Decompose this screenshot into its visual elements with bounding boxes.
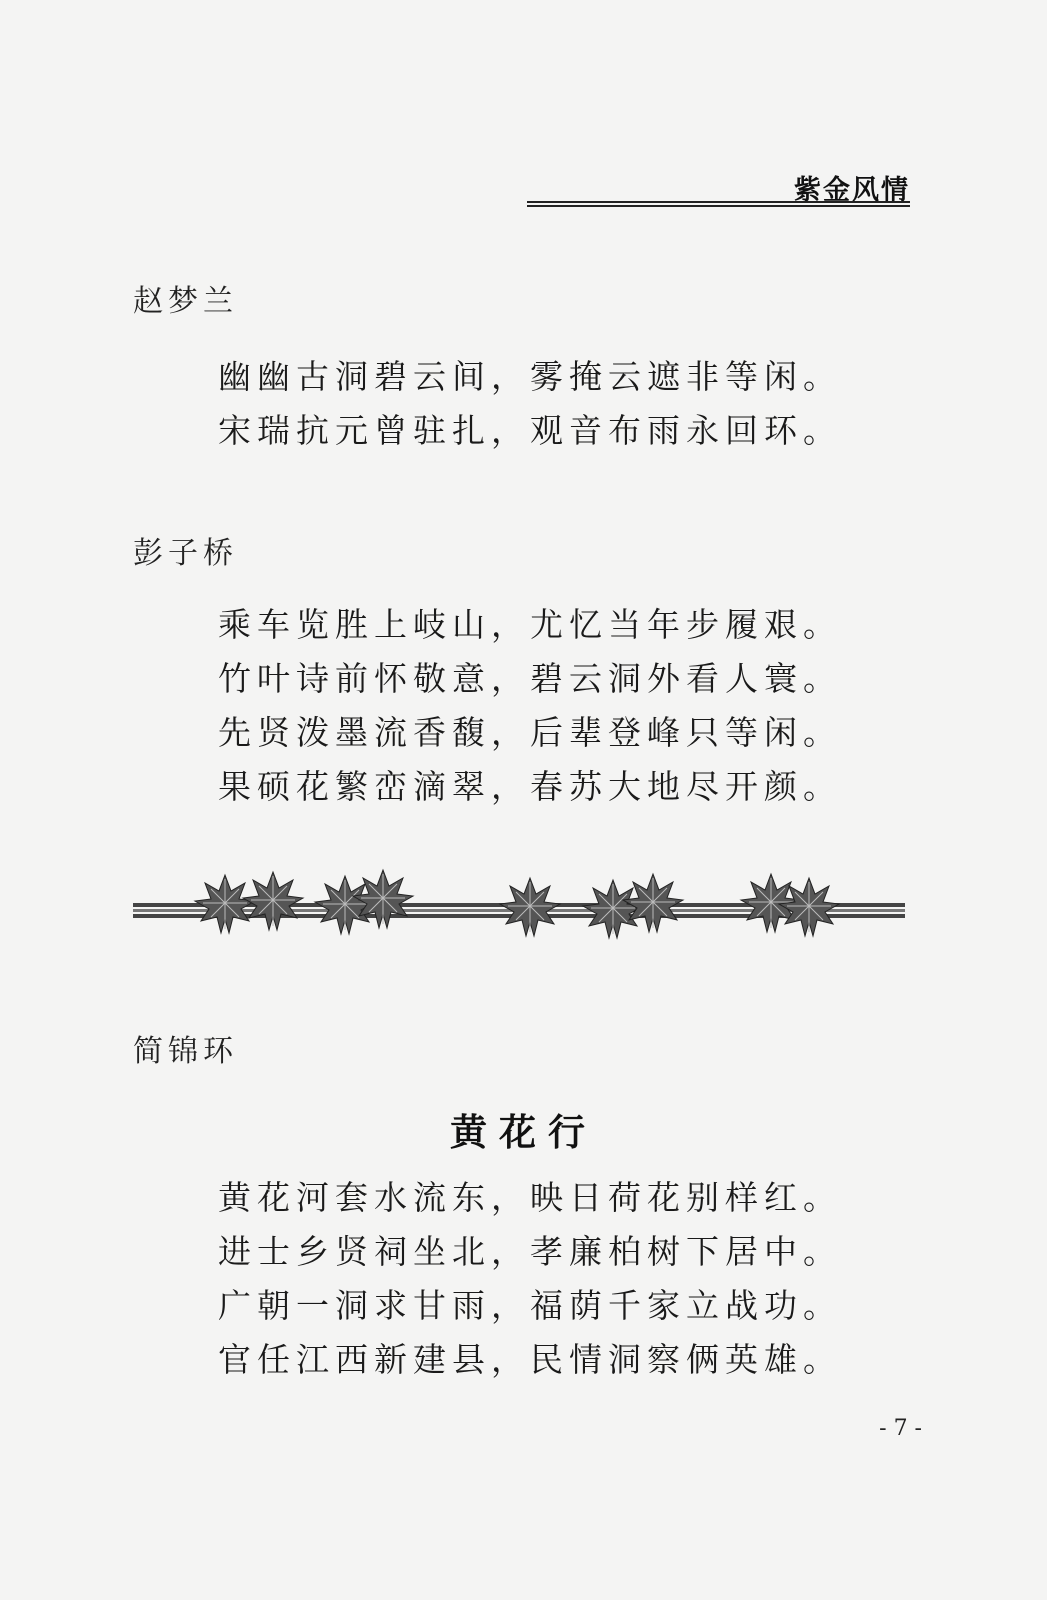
- poem-line: 竹叶诗前怀敬意，碧云洞外看人寰。: [218, 659, 842, 698]
- maple-leaf-icon: [243, 872, 303, 930]
- maple-leaf-icon: [583, 880, 643, 938]
- poem-line: 进士乡贤祠坐北，孝廉柏树下居中。: [218, 1232, 842, 1271]
- poem-title: 黄花行: [450, 1110, 597, 1154]
- poem-line: 广朝一洞求甘雨，福荫千家立战功。: [218, 1286, 842, 1325]
- running-header: 紫金风情: [794, 175, 910, 206]
- author-name: 赵梦兰: [133, 284, 238, 319]
- author-name: 彭子桥: [133, 536, 238, 571]
- poem-line: 幽幽古洞碧云间，雾掩云遮非等闲。: [218, 357, 842, 396]
- page-number: - 7 -: [879, 1416, 922, 1441]
- maple-leaf-icon: [195, 875, 255, 933]
- poem-line: 黄花河套水流东，映日荷花别样红。: [218, 1178, 842, 1217]
- header-rule: [527, 201, 910, 207]
- poem-lines: [218, 598, 842, 814]
- maple-leaf-icon: [500, 878, 560, 936]
- poem-lines: [218, 350, 842, 458]
- poem-line: 宋瑞抗元曾驻扎，观音布雨永回环。: [218, 411, 842, 450]
- poem-lines: [218, 1171, 842, 1387]
- poem-line: 官任江西新建县，民情洞察俩英雄。: [218, 1340, 842, 1379]
- author-name: 简锦环: [133, 1034, 238, 1069]
- poem-line: 先贤泼墨流香馥，后辈登峰只等闲。: [218, 713, 842, 752]
- maple-leaf-divider-icon: [133, 860, 905, 950]
- poem-line: 乘车览胜上岐山，尤忆当年步履艰。: [218, 605, 842, 644]
- poem-line: 果硕花繁峦滴翠，春苏大地尽开颜。: [218, 767, 842, 806]
